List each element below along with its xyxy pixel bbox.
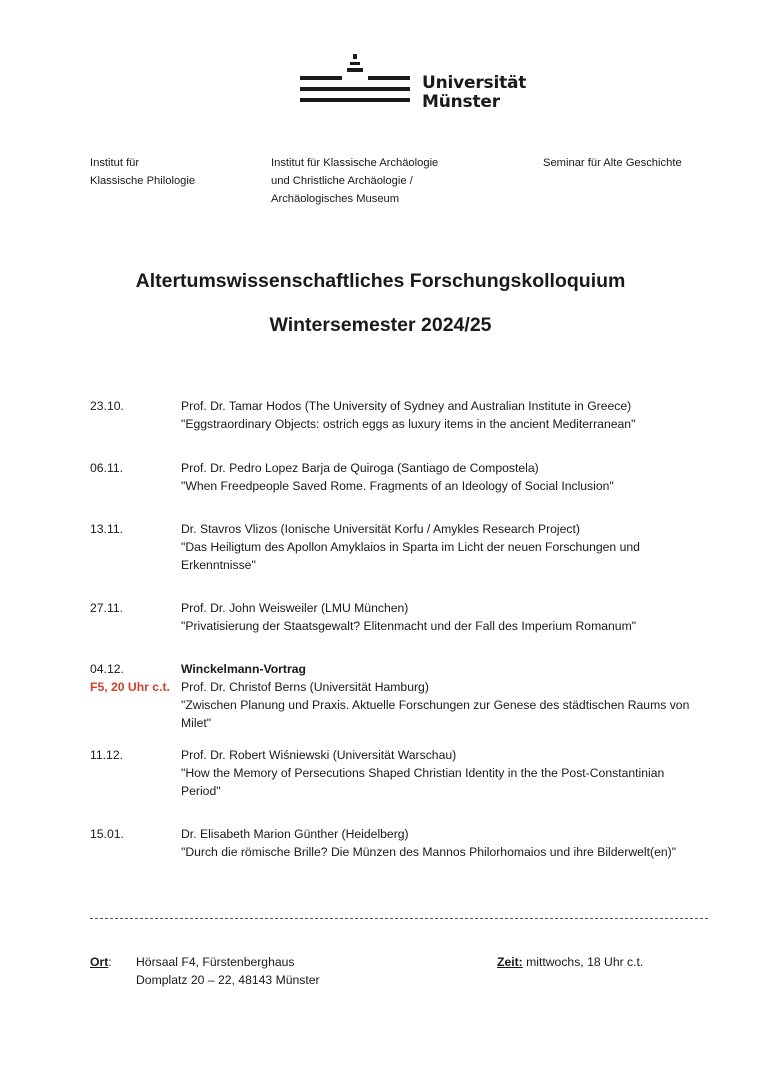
entry-speaker: Prof. Dr. Robert Wiśniewski (Universität Warschau) <box>181 748 457 762</box>
entry-talk-title: "Zwischen Planung und Praxis. Aktuelle Forschungen zur Genese des städtischen Raums von Milet" <box>181 698 690 730</box>
entry-talk-title: "How the Memory of Persecutions Shaped Christian Identity in the the Post-Constantinian Period" <box>181 766 665 798</box>
entry-speaker: Prof. Dr. John Weisweiler (LMU München) <box>181 601 409 615</box>
entry-talk-title: "Durch die römische Brille? Die Münzen des Mannos Philorhomaios und ihre Bilderwelt(en)" <box>181 845 677 859</box>
schedule-entry <box>90 660 730 732</box>
entry-speaker: Prof. Dr. Pedro Lopez Barja de Quiroga (Santiago de Compostela) <box>181 461 539 475</box>
university-logo <box>300 52 527 116</box>
institute-line: Klassische Philologie <box>90 175 196 187</box>
location-line-2: Domplatz 20 – 22, 48143 Münster <box>136 973 320 987</box>
schedule-entry <box>90 746 730 800</box>
entry-speaker: Dr. Stavros Vlizos (Ionische Universität Korfu / Amykles Research Project) <box>181 522 580 536</box>
footer-location-address <box>136 953 320 989</box>
institute-philologie <box>90 154 195 190</box>
schedule-entry <box>90 825 730 861</box>
entry-speaker: Prof. Dr. Christof Berns (Universität Hamburg) <box>181 680 429 694</box>
page-subtitle: Wintersemester 2024/25 <box>269 314 492 336</box>
location-label: Ort <box>90 955 109 969</box>
entry-date: 06.11. <box>90 461 123 475</box>
institute-alte-geschichte <box>543 154 682 172</box>
schedule-entry <box>90 397 730 433</box>
logo-wordmark <box>422 74 526 112</box>
schedule-entry <box>90 459 730 495</box>
institute-line: Institut für <box>90 157 140 169</box>
schedule-entry <box>90 599 730 635</box>
schedule-entry <box>90 520 730 574</box>
entry-talk-title: "Das Heiligtum des Apollon Amyklaios in Sparta im Licht der neuen Forschungen und Erkenntnisse" <box>181 540 640 572</box>
location-line-1: Hörsaal F4, Fürstenberghaus <box>136 955 295 969</box>
entry-talk-title: "Eggstraordinary Objects: ostrich eggs as luxury items in the ancient Mediterranean" <box>181 417 636 431</box>
entry-date: 27.11. <box>90 601 123 615</box>
location-label-colon: : <box>108 955 112 969</box>
time-label: Zeit: <box>497 955 523 969</box>
footer-time <box>497 953 643 971</box>
logo-line-2: Münster <box>422 92 500 112</box>
entry-date: 15.01. <box>90 827 124 841</box>
entry-speaker: Prof. Dr. Tamar Hodos (The University of Sydney and Australian Institute in Greece) <box>181 399 632 413</box>
entry-heading: Winckelmann-Vortrag <box>181 662 306 676</box>
entry-talk-title: "When Freedpeople Saved Rome. Fragments of an Ideology of Social Inclusion" <box>181 479 614 493</box>
logo-line-1: Universität <box>422 73 527 93</box>
dashed-divider <box>90 918 708 919</box>
entry-talk-title: "Privatisierung der Staatsgewalt? Elitenmacht und der Fall des Imperium Romanum" <box>181 619 637 633</box>
entry-date: 23.10. <box>90 399 124 413</box>
institute-line: Seminar für Alte Geschichte <box>543 157 682 169</box>
institute-archaeologie <box>271 154 438 208</box>
entry-speaker: Dr. Elisabeth Marion Günther (Heidelberg) <box>181 827 409 841</box>
page-title: Altertumswissenschaftliches Forschungskolloquium <box>135 270 626 292</box>
entry-date: 11.12. <box>90 748 123 762</box>
entry-date: 13.11. <box>90 522 123 536</box>
university-logo-mark-icon <box>300 52 415 116</box>
entry-date: 04.12. <box>90 662 124 676</box>
institute-line: und Christliche Archäologie / <box>271 175 413 187</box>
institute-line: Institut für Klassische Archäologie <box>271 157 439 169</box>
entry-location-note: F5, 20 Uhr c.t. <box>90 680 170 694</box>
time-value: mittwochs, 18 Uhr c.t. <box>522 955 644 969</box>
institute-line: Archäologisches Museum <box>271 193 400 205</box>
footer-location <box>90 953 112 971</box>
